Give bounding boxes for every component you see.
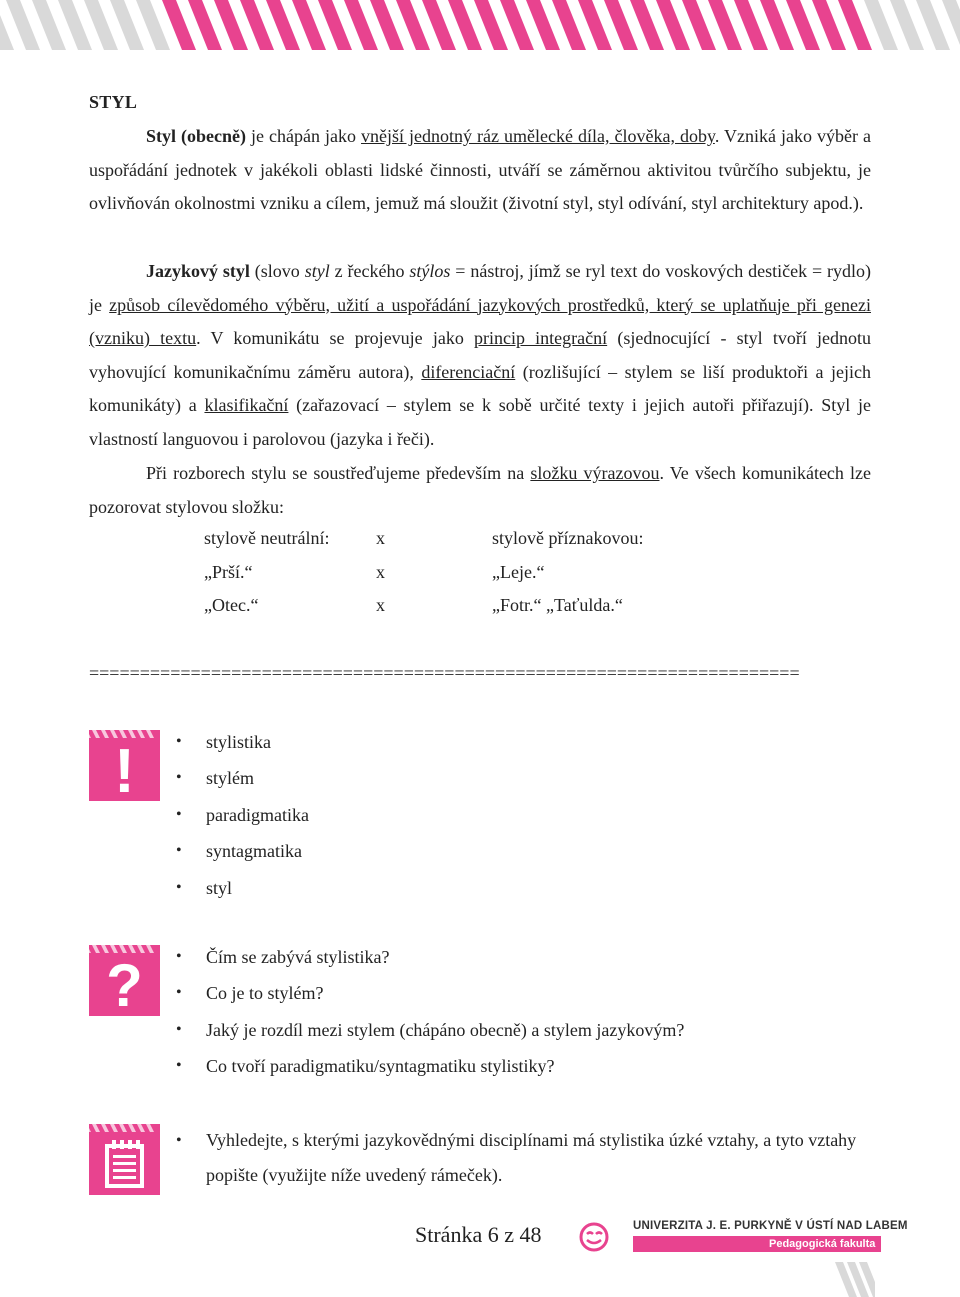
header-stripe xyxy=(734,0,768,50)
paragraph-style-general: Styl (obecně) je chápán jako vnější jednotný ráz umělecké díla, člověka, doby. Vzniká jako výběr a uspořádání jednotek v jakékoli oblasti lidské činnosti, utváří se záměrnou aktivitou tvůrčího subjektu, je ovlivňován okolnostmi vzniku a cílem, jemuž má sloužit (životní styl, styl odívání, styl architektury apod.). xyxy=(89,126,872,214)
header-stripe xyxy=(630,0,664,50)
list-item: • stylém xyxy=(176,764,309,800)
header-stripe xyxy=(890,0,924,50)
example-row: stylově neutrální: x stylově příznakovou: xyxy=(204,528,644,548)
list-item: • styl xyxy=(176,874,309,910)
questions-list xyxy=(176,943,684,1089)
header-stripe xyxy=(500,0,534,50)
header-stripe xyxy=(318,0,352,50)
style-examples xyxy=(204,528,804,629)
header-stripe xyxy=(110,0,144,50)
header-stripe xyxy=(396,0,430,50)
header-stripe xyxy=(240,0,274,50)
header-stripe xyxy=(656,0,690,50)
list-item: • stylistika xyxy=(176,728,309,764)
exclamation-icon: ! xyxy=(89,730,160,801)
header-stripe xyxy=(58,0,92,50)
question-icon: ? xyxy=(89,945,160,1016)
header-stripe xyxy=(786,0,820,50)
header-stripe xyxy=(474,0,508,50)
list-item: • Jaký je rozdíl mezi stylem (chápáno obecně) a stylem jazykovým? xyxy=(176,1016,684,1052)
section-heading: STYL xyxy=(89,92,138,112)
list-item: • Čím se zabývá stylistika? xyxy=(176,943,684,979)
notepad-icon xyxy=(89,1124,160,1195)
header-stripe xyxy=(370,0,404,50)
university-logo: UNIVERZITA J. E. PURKYNĚ V ÚSTÍ NAD LABEM Pedagogická fakulta xyxy=(633,1220,908,1250)
header-stripe xyxy=(864,0,898,50)
underlined-definition: vnější jednotný ráz umělecké díla, člověka, doby xyxy=(361,126,715,146)
header-stripes xyxy=(0,0,960,58)
header-stripe xyxy=(526,0,560,50)
header-stripe xyxy=(708,0,742,50)
header-stripe xyxy=(162,0,196,50)
term-bold: Styl (obecně) xyxy=(146,126,246,146)
page-number: Stránka 6 z 48 xyxy=(415,1222,542,1247)
header-stripe xyxy=(6,0,40,50)
example-row: „Prší.“ x „Leje.“ xyxy=(204,561,545,582)
header-stripe xyxy=(84,0,118,50)
separator-rule: ====================================================================== xyxy=(89,663,800,683)
header-stripe xyxy=(578,0,612,50)
header-stripe xyxy=(682,0,716,50)
header-stripe xyxy=(136,0,170,50)
header-stripe xyxy=(760,0,794,50)
header-stripe xyxy=(32,0,66,50)
header-stripe xyxy=(838,0,872,50)
example-row: „Otec.“ x „Fotr.“ „Taťulda.“ xyxy=(204,595,623,616)
paragraph-analysis: Při rozborech stylu se soustřeďujeme především na složku výrazovou. Ve všech komunikátech lze pozorovat stylovou složku: xyxy=(89,463,872,517)
header-stripe xyxy=(188,0,222,50)
header-stripe xyxy=(266,0,300,50)
header-stripe xyxy=(448,0,482,50)
header-stripe xyxy=(916,0,950,50)
header-stripe xyxy=(552,0,586,50)
paragraph-language-style: Jazykový styl (slovo styl z řeckého stýlos = nástroj, jímž se ryl text do voskových destiček = rydlo) je způsob cílevědomého výběru, užití a uspořádání jazykových prostředků, který se uplatňuje při genezi (vzniku) textu. V komunikátu se projevuje jako princip integrační (sjednocující - styl tvoří jednotu vyhovující komunikačnímu záměru autora), diferenciační (rozlišující – stylem se liší produktoři a jejich komunikáty) a klasifikační (zařazovací – stylem se k sobě určité texty i jejich autoři přiřazují). Styl je vlastností languovou i parolovou (jazyka i řeči). xyxy=(89,261,872,449)
list-item: • Co tvoří paradigmatiku/syntagmatiku stylistiky? xyxy=(176,1052,684,1088)
header-stripe xyxy=(344,0,378,50)
list-item: • paradigmatika xyxy=(176,801,309,837)
footer-stripes xyxy=(835,1262,875,1297)
header-stripe xyxy=(812,0,846,50)
header-stripe xyxy=(604,0,638,50)
list-item: • syntagmatika xyxy=(176,837,309,873)
header-stripe xyxy=(214,0,248,50)
smiley-icon xyxy=(578,1221,610,1253)
list-item: • Co je to stylém? xyxy=(176,979,684,1015)
task-item: • Vyhledejte, s kterými jazykovědnými disciplínami má stylistika úzké vztahy, a tyto vztahy popište (využijte níže uvedený rámeček). xyxy=(176,1130,857,1186)
terms-list xyxy=(176,728,309,910)
header-stripe xyxy=(422,0,456,50)
header-stripe xyxy=(292,0,326,50)
